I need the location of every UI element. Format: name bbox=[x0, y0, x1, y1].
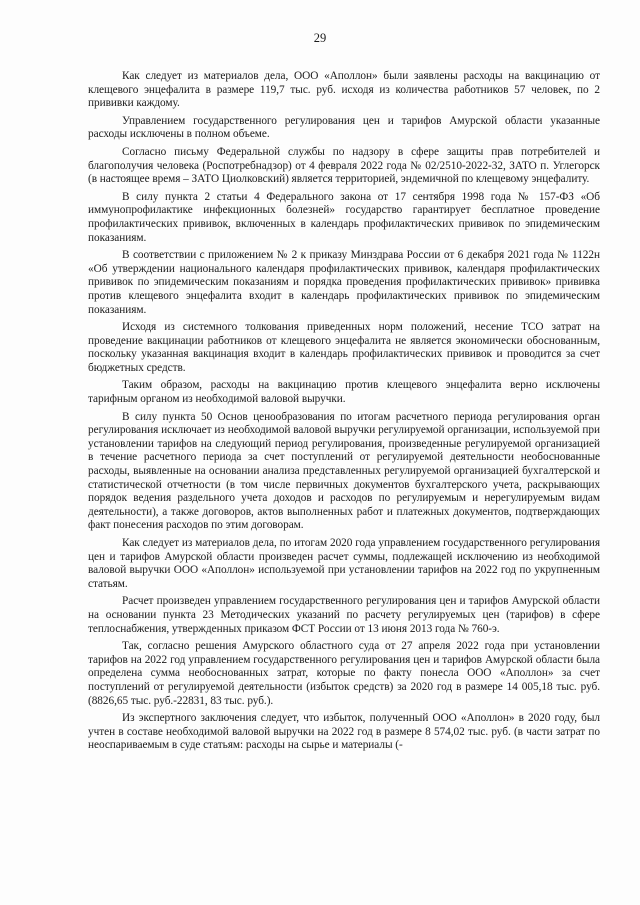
paragraph-expenses-excluded: Управлением государственного регулирования цен и тарифов Амурской области указанные расходы исключены в полном объеме. bbox=[88, 114, 600, 141]
paragraph-immunoprophylaxis-law: В силу пункта 2 статьи 4 Федерального закона от 17 сентября 1998 года № 157-ФЗ «Об иммунопрофилактике инфекционных болезней» государство гарантирует бесплатное проведение профилактических прививок, включенных в календарь профилактических прививок по эпидемическим показаниям. bbox=[88, 190, 600, 244]
paragraph-systemic-interpretation: Исходя из системного толкования приведенных норм положений, несение ТСО затрат на проведение вакцинации работников от клещевого энцефалита не является экономически обоснованным, поскольку указанная вакцинация входит в календарь профилактических прививок и проводится за счет бюджетных средств. bbox=[88, 321, 600, 374]
paragraph-court-decision: Так, согласно решения Амурского областного суда от 27 апреля 2022 года при установлении тарифов на 2022 год управлением государственного регулирования цен и тарифов Амурской области была определена сумма необоснованных затрат, которые по факту понесла ООО «Аполлон» за счет поступлений от регулируемой деятельности (избыток средств) за 2020 год в размере 14 005,18 тыс. руб. (8826,65 тыс. руб.-22831, 83 тыс. руб.). bbox=[88, 640, 600, 707]
paragraph-2020-results: Как следует из материалов дела, по итогам 2020 года управлением государственного регулирования цен и тарифов Амурской области произведен расчет суммы, подлежащей исключению из необходимой валовой выручки ООО «Аполлон» используемой при установлении тарифов на 2022 год по укрупненным статьям. bbox=[88, 537, 600, 590]
paragraph-conclusion-vaccination: Таким образом, расходы на вакцинацию против клещевого энцефалита верно исключены тарифным органом из необходимой валовой выручки. bbox=[88, 379, 600, 406]
paragraph-pricing-basics-item-50: В силу пункта 50 Основ ценообразования по итогам расчетного периода регулирования орган регулирования исключает из необходимой валовой выручки регулируемой организации, используемой при установлении тарифов на следующий период регулирования, произведенные регулируемой организацией в течение расчетного периода за счет поступлений от регулируемой деятельности необоснованные расходы, выявленные на основании анализа представленных регулируемой организацией бухгалтерской и статистической отчетности (в том числе первичных документов бухгалтерского учета, раскрывающих порядок ведения раздельного учета доходов и расходов по регулируемым и нерегулируемым видам деятельности), а также договоров, актов выполненных работ и платежных документов, подтверждающих факт понесения расходов по этим договорам. bbox=[88, 410, 600, 532]
page-number: 29 bbox=[313, 31, 327, 45]
document-body bbox=[88, 70, 600, 757]
paragraph-rospotrebnadzor-letter: Согласно письму Федеральной службы по надзору в сфере защиты прав потребителей и благополучия человека (Роспотребнадзор) от 4 февраля 2022 года № 02/2510-2022-32, ЗАТО п. Углегорск (в настоящее время – ЗАТО Циолковский) является территорией, эндемичной по клещевому энцефалиту. bbox=[88, 145, 600, 186]
paragraph-calculation-basis: Расчет произведен управлением государственного регулирования цен и тарифов Амурской области на основании пункта 23 Методических указаний по расчету регулируемых цен (тарифов) в сфере теплоснабжения, утвержденных приказом ФСТ России от 13 июня 2013 года № 760-э. bbox=[88, 595, 600, 635]
paragraph-vaccination-claim: Как следует из материалов дела, ООО «Аполлон» были заявлены расходы на вакцинацию от клещевого энцефалита в размере 119,7 тыс. руб. исходя из количества работников 57 человек, по 2 прививки каждому. bbox=[88, 70, 600, 110]
paragraph-expert-conclusion: Из экспертного заключения следует, что избыток, полученный ООО «Аполлон» в 2020 году, был учтен в составе необходимой валовой выручки на 2022 год в размере 8 574,02 тыс. руб. (в части затрат по неоспариваемым в суде статьям: расходы на сырье и материалы (- bbox=[88, 712, 600, 752]
paragraph-minzdrav-order: В соответствии с приложением № 2 к приказу Минздрава России от 6 декабря 2021 года № 1122н «Об утверждении национального календаря профилактических прививок, календаря профилактических прививок по эпидемическим показаниям и порядка проведения профилактических прививок» прививка против клещевого энцефалита входит в календарь профилактических прививок по эпидемическим показаниям. bbox=[88, 249, 600, 316]
